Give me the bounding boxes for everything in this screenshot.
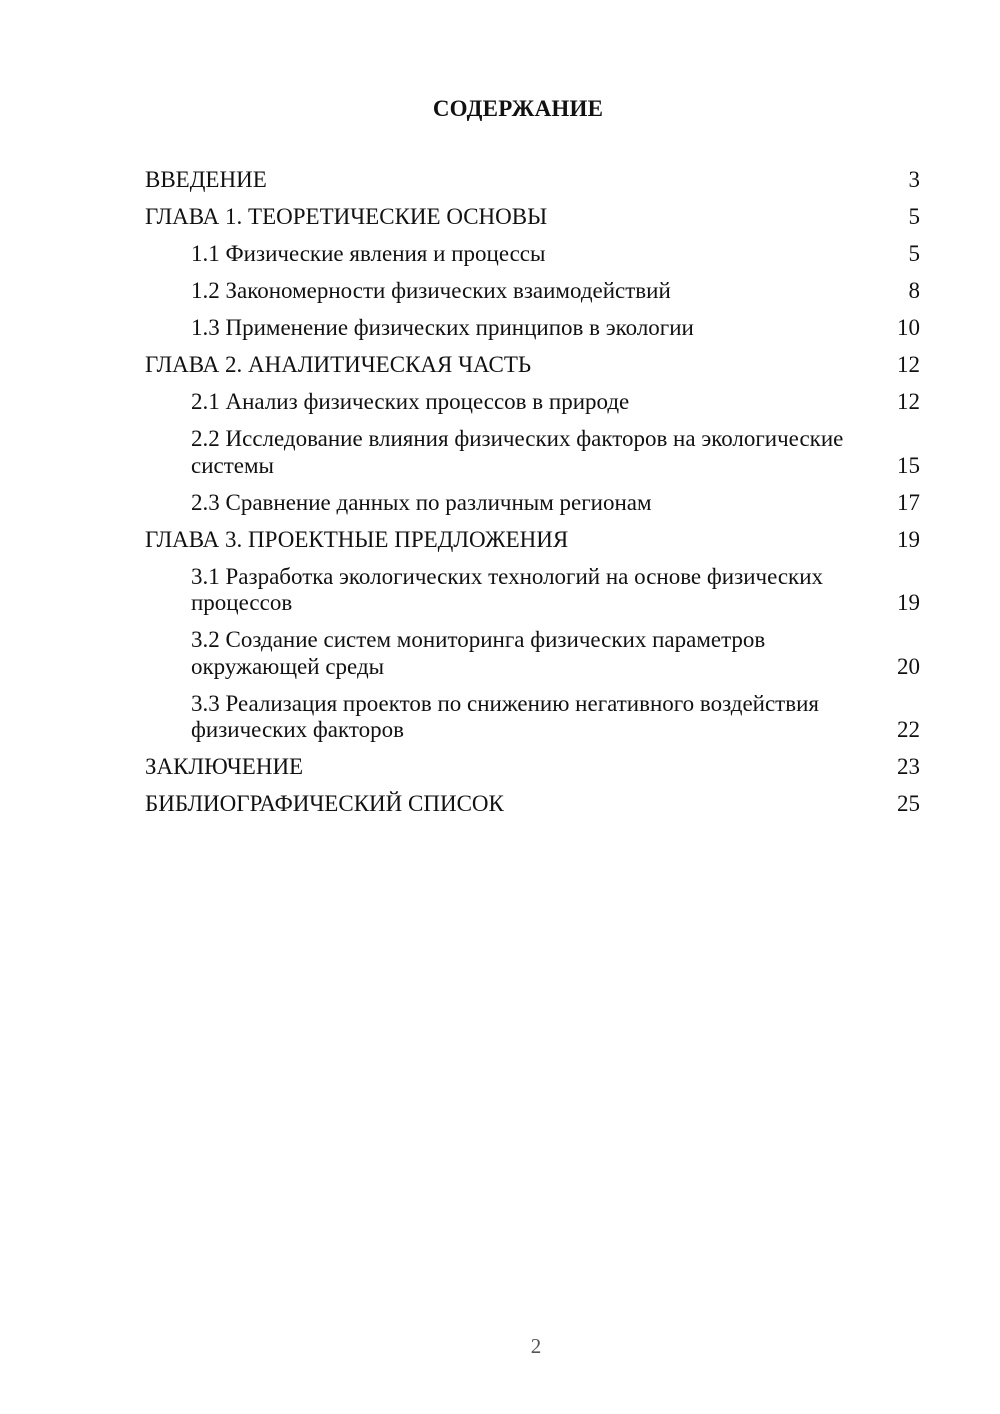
- toc-entry-label: 3.2 Создание систем мониторинга физических параметров окружающей среды: [191, 627, 766, 679]
- toc-entry-page: 19: [897, 590, 920, 615]
- toc-entry[interactable]: [145, 791, 920, 818]
- toc-entry[interactable]: [145, 241, 920, 268]
- toc-title: СОДЕРЖАНИЕ: [432, 96, 604, 121]
- toc-entry-label: 2.1 Анализ физических процессов в природе: [191, 389, 630, 414]
- toc-entry-page: 19: [897, 526, 920, 552]
- toc-entry-page: 23: [897, 754, 920, 779]
- toc-entry[interactable]: [145, 527, 920, 554]
- toc-entry-page: 15: [897, 452, 920, 478]
- toc-entry-label: 3.1 Разработка экологических технологий на основе физических процессов: [191, 563, 824, 615]
- table-of-contents: [145, 167, 920, 828]
- toc-entry-label: ГЛАВА 3. ПРОЕКТНЫЕ ПРЕДЛОЖЕНИЯ: [145, 526, 569, 552]
- toc-entry[interactable]: [145, 564, 920, 617]
- toc-entry-page: 12: [897, 389, 920, 414]
- toc-entry-label: ЗАКЛЮЧЕНИЕ: [145, 754, 304, 779]
- toc-entry-page: 17: [897, 489, 920, 515]
- page-number: 2: [530, 1334, 542, 1358]
- toc-entry[interactable]: [145, 204, 920, 231]
- toc-entry-label: БИБЛИОГРАФИЧЕСКИЙ СПИСОК: [145, 791, 504, 816]
- toc-entry-page: 25: [897, 791, 920, 816]
- toc-entry-page: 3: [908, 167, 920, 192]
- toc-entry-label: 1.2 Закономерности физических взаимодействий: [191, 278, 671, 303]
- toc-entry-page: 10: [897, 315, 920, 340]
- toc-entry[interactable]: [145, 389, 920, 416]
- toc-entry-label: ГЛАВА 2. АНАЛИТИЧЕСКАЯ ЧАСТЬ: [145, 352, 532, 377]
- toc-entry[interactable]: [145, 278, 920, 305]
- toc-entry-page: 20: [897, 653, 920, 679]
- toc-entry-page: 5: [908, 204, 920, 229]
- toc-entry[interactable]: [145, 315, 920, 342]
- toc-entry[interactable]: [145, 352, 920, 379]
- toc-entry-label: 3.3 Реализация проектов по снижению негативного воздействия физических факторов: [191, 690, 819, 742]
- toc-entry-label: ГЛАВА 1. ТЕОРЕТИЧЕСКИЕ ОСНОВЫ: [145, 204, 548, 229]
- toc-entry[interactable]: [145, 691, 920, 744]
- toc-entry-label: 2.3 Сравнение данных по различным регионам: [191, 489, 652, 515]
- toc-entry-label: 1.3 Применение физических принципов в экологии: [191, 315, 694, 340]
- toc-entry-page: 22: [897, 717, 920, 742]
- toc-entry[interactable]: [145, 754, 920, 781]
- toc-entry[interactable]: [145, 627, 920, 680]
- toc-entry-page: 12: [897, 352, 920, 377]
- toc-entry-page: 5: [908, 241, 920, 266]
- toc-entry-label: ВВЕДЕНИЕ: [145, 167, 267, 192]
- toc-entry[interactable]: [145, 167, 920, 194]
- toc-entry[interactable]: [145, 490, 920, 517]
- toc-entry-page: 8: [908, 278, 920, 303]
- toc-entry-label: 2.2 Исследование влияния физических факторов на экологические системы: [191, 426, 844, 478]
- toc-entry-label: 1.1 Физические явления и процессы: [191, 241, 546, 266]
- toc-entry[interactable]: [145, 426, 920, 479]
